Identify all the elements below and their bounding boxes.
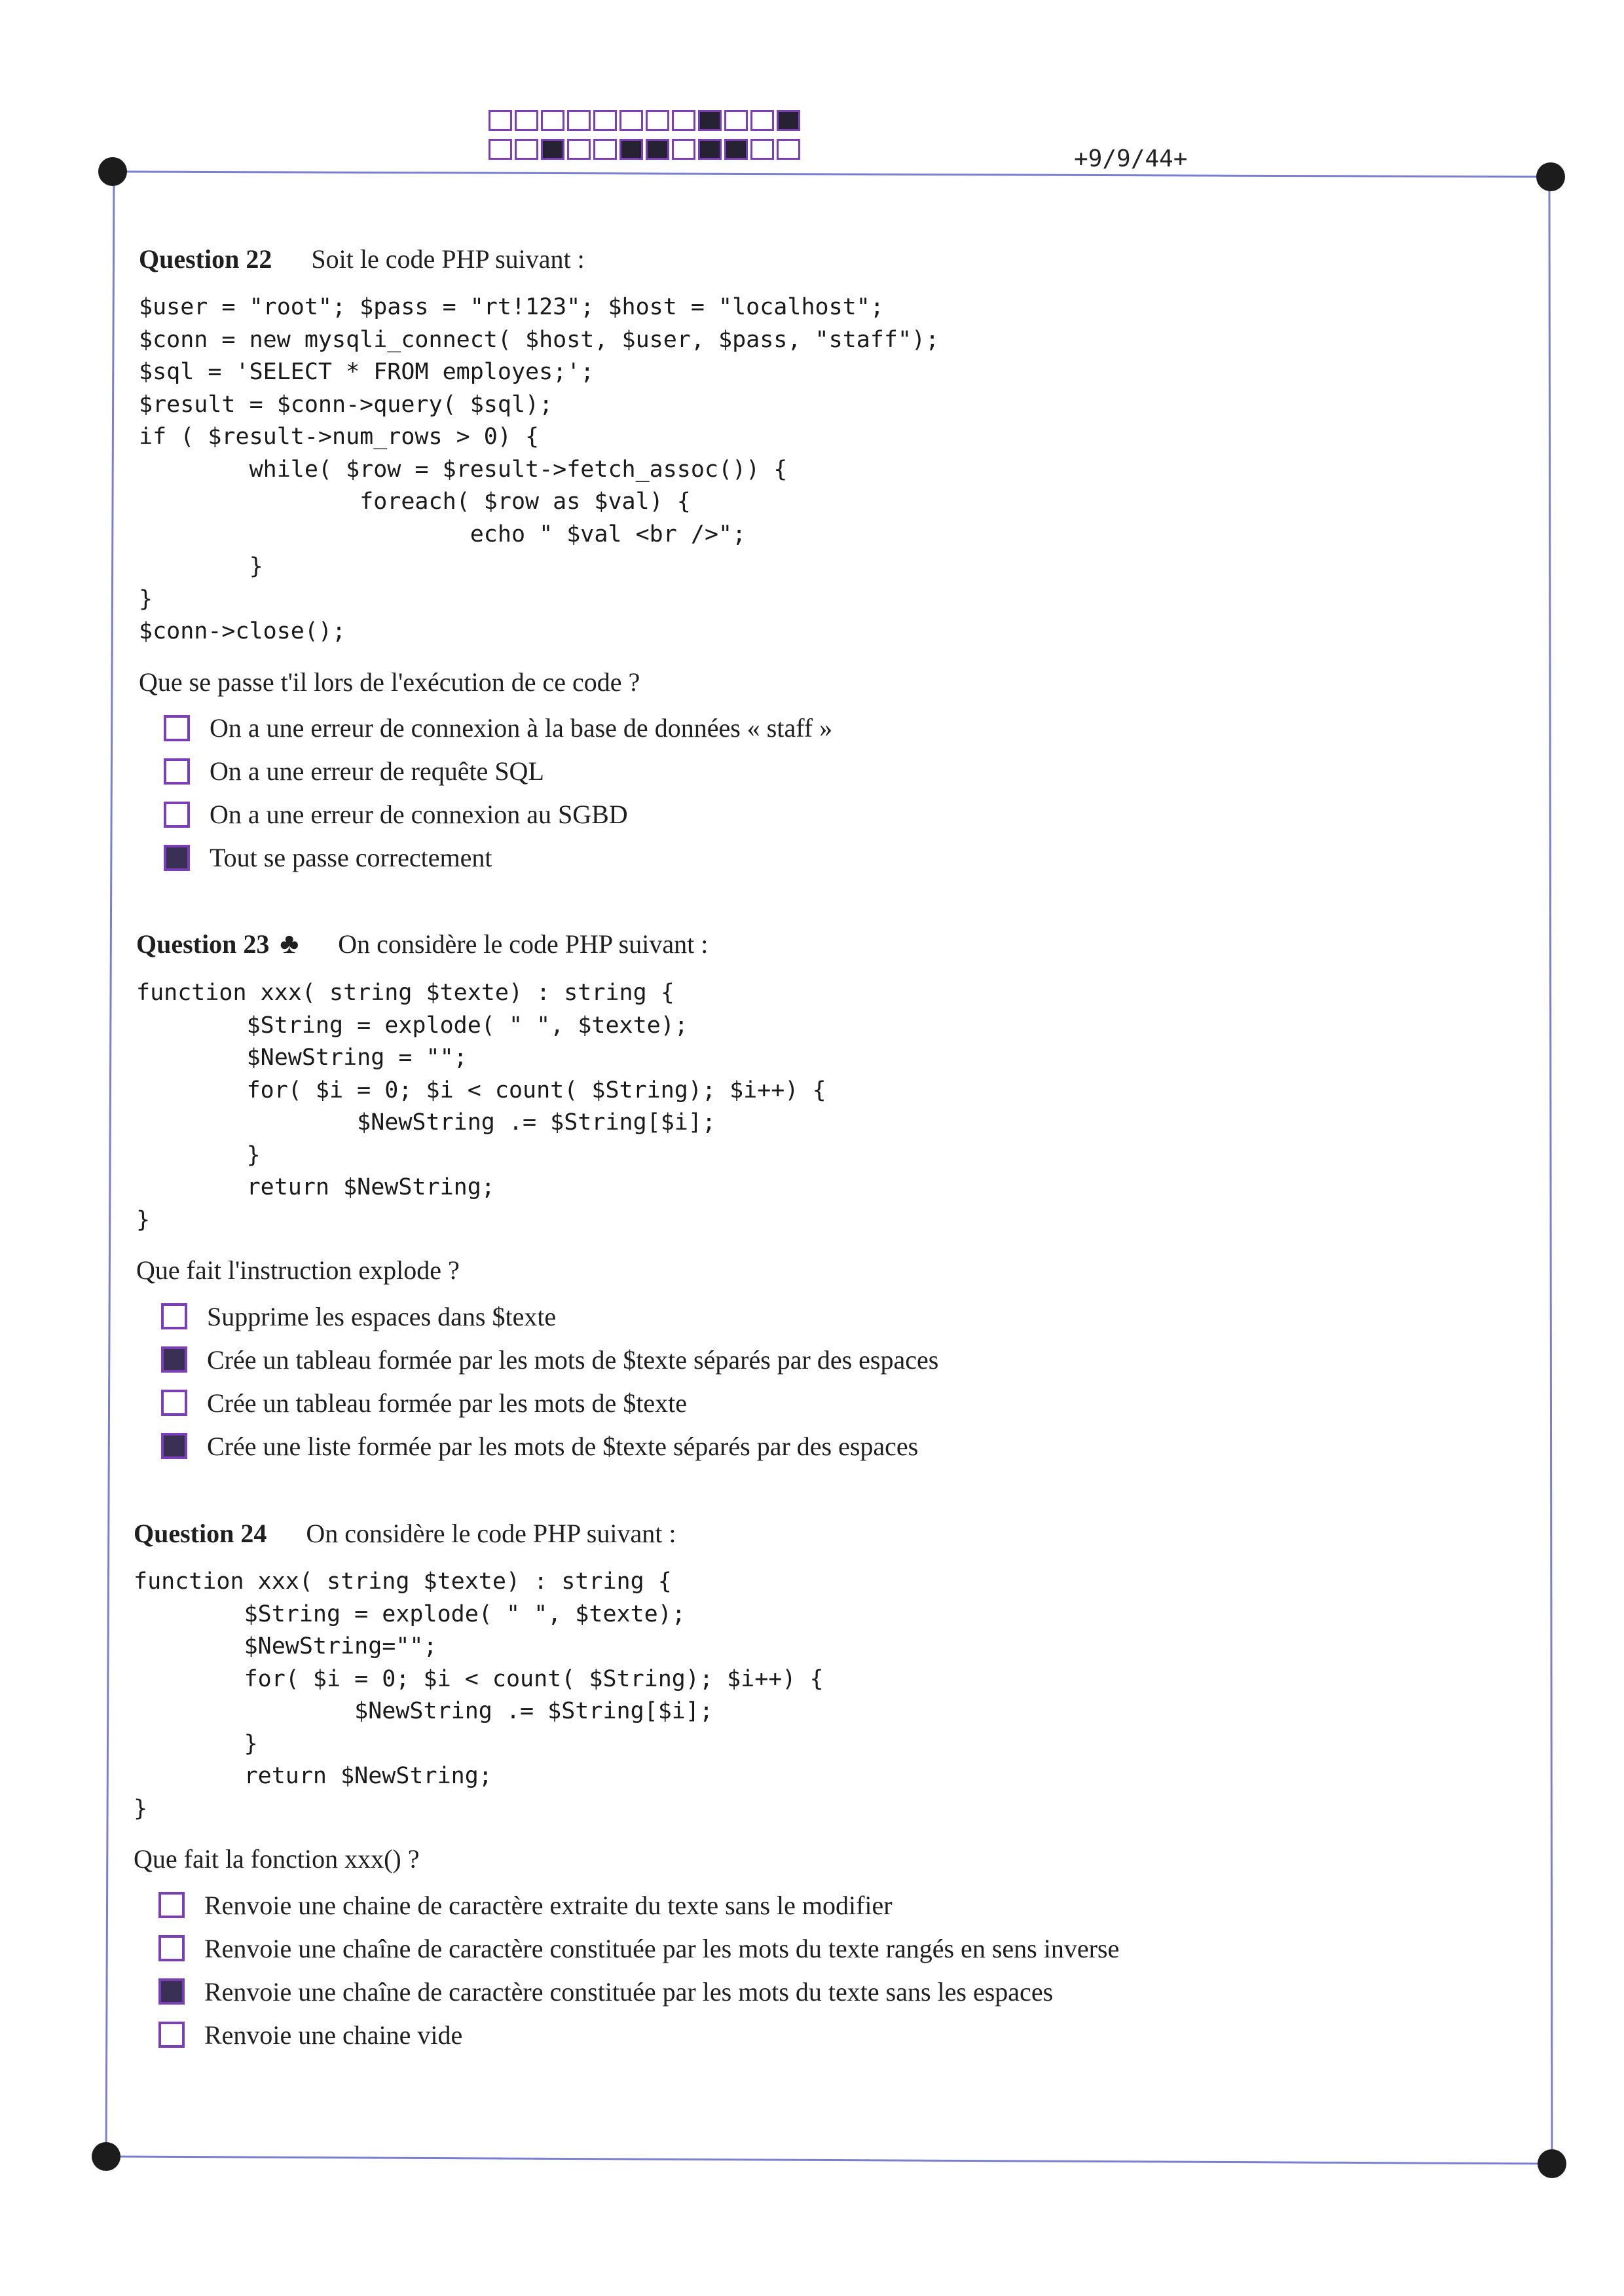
answer-text: Crée un tableau formée par les mots de $texte (207, 1388, 688, 1418)
barcode-cell (698, 110, 722, 131)
barcode-cell (724, 139, 748, 160)
question-header (134, 1518, 1119, 1549)
barcode-cell (724, 110, 748, 131)
barcode-cell (777, 139, 800, 160)
barcode-cell (515, 139, 538, 160)
answer-checkbox-checked[interactable] (161, 1433, 187, 1459)
question-intro: On considère le code PHP suivant : (306, 1519, 676, 1548)
answer-text: Supprime les espaces dans $texte (207, 1301, 557, 1331)
answer-option[interactable] (139, 750, 939, 793)
barcode-cell (619, 139, 643, 160)
barcode-cell (515, 110, 538, 131)
page-code: +9/9/44+ (1074, 145, 1188, 172)
answer-text: Renvoie une chaîne de caractère constituée par les mots du texte sans les espaces (204, 1976, 1054, 2007)
answer-option[interactable] (134, 1883, 1119, 1927)
barcode-cell (489, 110, 512, 131)
answer-option[interactable] (139, 793, 939, 836)
barcode-cell (750, 139, 774, 160)
barcode-cell (541, 110, 564, 131)
question-24 (134, 1518, 1119, 2056)
question-header (139, 244, 939, 274)
answer-option[interactable] (136, 1381, 938, 1424)
answer-checkbox[interactable] (158, 1935, 185, 1961)
barcode (489, 110, 803, 168)
answer-checkbox[interactable] (164, 715, 190, 741)
answer-list (134, 1883, 1119, 2056)
answer-option[interactable] (134, 1927, 1119, 1970)
barcode-cell (541, 139, 564, 160)
answer-checkbox[interactable] (161, 1303, 187, 1329)
club-icon: ♣ (280, 927, 299, 959)
registration-dot-bottom-right (1538, 2149, 1566, 2178)
answer-checkbox[interactable] (158, 1892, 185, 1918)
barcode-cell (619, 110, 643, 131)
question-intro: On considère le code PHP suivant : (338, 929, 709, 959)
answer-text: Crée une liste formée par les mots de $texte séparés par des espaces (207, 1431, 919, 1461)
question-prompt: Que fait l'instruction explode ? (136, 1255, 460, 1285)
answer-option[interactable] (139, 707, 939, 750)
barcode-cell (567, 110, 591, 131)
barcode-cell (777, 110, 800, 131)
question-prompt: Que se passe t'il lors de l'exécution de ce code ? (139, 667, 640, 697)
answer-text: Tout se passe correctement (210, 843, 492, 872)
answer-text: Crée un tableau formée par les mots de $texte séparés par des espaces (207, 1344, 939, 1375)
answer-option[interactable] (134, 1970, 1119, 2013)
barcode-cell (593, 110, 617, 131)
code-block: function xxx( string $texte) : string { $String = explode( " ", $texte); $NewString=""; for( $i = 0; $i < count( $String); $i++) { $NewString .= $String[$i]; } return $NewString; } (134, 1568, 824, 1822)
barcode-cell (646, 139, 669, 160)
barcode-cell (567, 139, 591, 160)
answer-option[interactable] (136, 1424, 938, 1468)
answer-checkbox[interactable] (161, 1390, 187, 1416)
code-block: $user = "root"; $pass = "rt!123"; $host = "localhost"; $conn = new mysqli_connect( $host, $user, $pass, "staff"); $sql = 'SELECT * FROM employes;'; $result = $conn->query( $sql); if ( $result->num_rows > 0) { while( $row = $result->fetch_assoc()) { foreach( $row as $val) { echo " $val <br />"; } } $conn->close(); (139, 294, 940, 644)
registration-dot-top-left (98, 157, 127, 186)
question-22 (139, 244, 939, 880)
question-23 (136, 927, 938, 1468)
answer-option[interactable] (134, 2013, 1119, 2056)
answer-text: On a une erreur de requête SQL (210, 756, 544, 786)
barcode-cell (672, 139, 695, 160)
barcode-cell (698, 139, 722, 160)
barcode-cell (672, 110, 695, 131)
answer-list (139, 707, 939, 880)
answer-option[interactable] (136, 1338, 938, 1381)
question-label: Question 23 ♣ (136, 927, 299, 959)
answer-text: On a une erreur de connexion à la base de données « staff » (210, 713, 833, 743)
answer-checkbox[interactable] (164, 802, 190, 828)
answer-checkbox-checked[interactable] (158, 1978, 185, 2005)
answer-checkbox[interactable] (158, 2022, 185, 2048)
registration-dot-top-right (1536, 162, 1565, 191)
barcode-row-1 (489, 110, 803, 134)
answer-checkbox-checked[interactable] (164, 845, 190, 871)
question-label: Question 24 (134, 1519, 267, 1548)
barcode-cell (489, 139, 512, 160)
answer-text: Renvoie une chaine vide (204, 2020, 463, 2050)
barcode-cell (750, 110, 774, 131)
barcode-row-2 (489, 139, 803, 162)
answer-option[interactable] (139, 836, 939, 880)
answer-option[interactable] (136, 1295, 938, 1338)
answer-text: On a une erreur de connexion au SGBD (210, 800, 628, 829)
barcode-cell (593, 139, 617, 160)
question-intro: Soit le code PHP suivant : (311, 244, 585, 274)
question-header (136, 927, 938, 960)
answer-list (136, 1295, 938, 1468)
barcode-cell (646, 110, 669, 131)
answer-checkbox-checked[interactable] (161, 1346, 187, 1373)
question-label: Question 22 (139, 244, 272, 274)
question-prompt: Que fait la fonction xxx() ? (134, 1844, 420, 1874)
answer-text: Renvoie une chaine de caractère extraite du texte sans le modifier (204, 1890, 893, 1920)
answer-text: Renvoie une chaîne de caractère constituée par les mots du texte rangés en sens inverse (204, 1933, 1120, 1963)
registration-dot-bottom-left (92, 2142, 120, 2171)
code-block: function xxx( string $texte) : string { $String = explode( " ", $texte); $NewString = ""; for( $i = 0; $i < count( $String); $i++) { $NewString .= $String[$i]; } return $NewString; } (136, 980, 826, 1233)
answer-checkbox[interactable] (164, 758, 190, 785)
